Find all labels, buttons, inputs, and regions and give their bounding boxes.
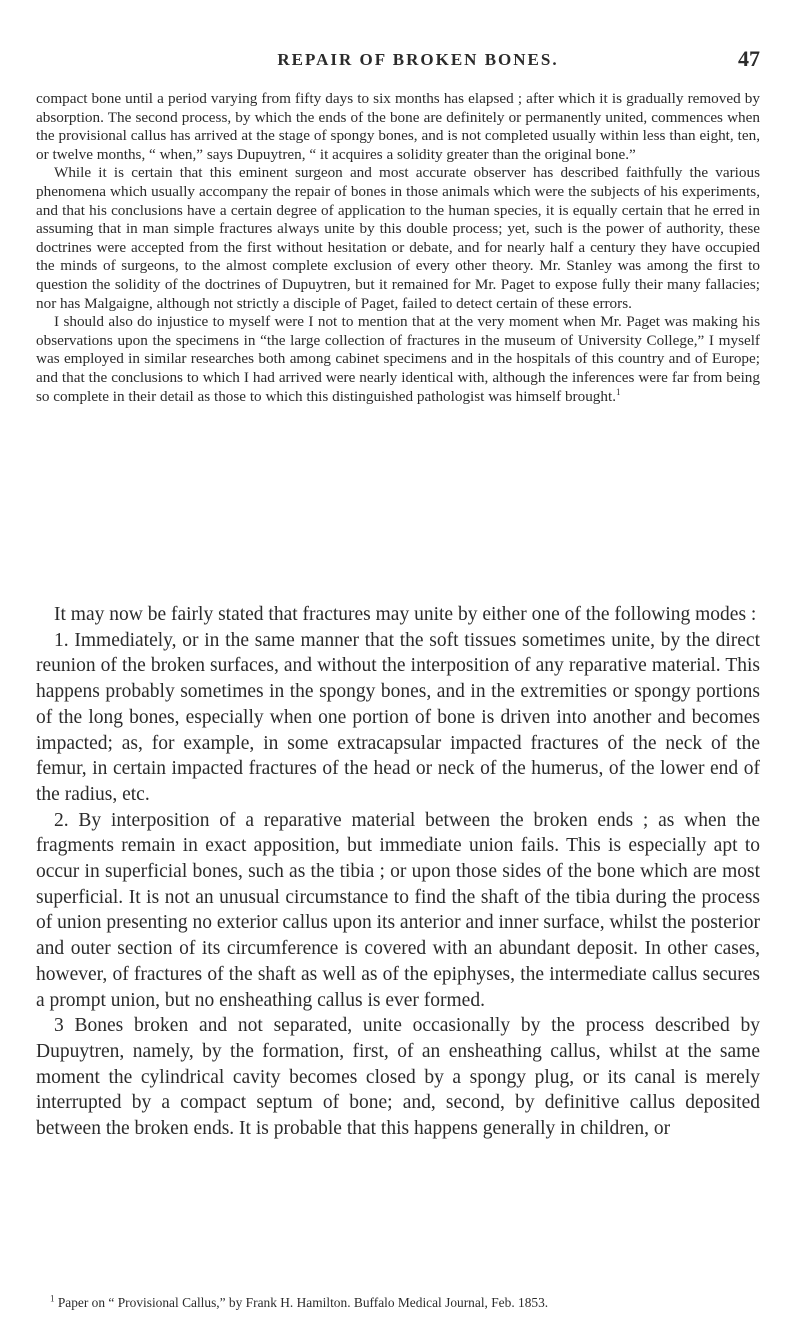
paragraph-dupuytren-critique: While it is certain that this eminent surgeon and most accurate observer has described faithfully the various phenomena which usually accompany the repair of bones in those animals which were the subjects of his experiments, and that his conclusions have a certain degree of application to the human species, it is equally certain that he erred in assuming that in man simple fractures always unite by this double process; yet, such is the power of authority, these doctrines were accepted from the first without hesitation or debate, and for nearly half a century they have occupied the minds of surgeons, to the almost complete exclusion of every other theory. Mr. Stanley was among the first to question the solidity of the doctrines of Dupuytren, but it remained for Mr. Paget to expose fully their many fallacies; nor has Malgaigne, although not strictly a disciple of Paget, failed to detect certain of these errors. [36, 164, 760, 312]
paragraph-continuation: compact bone until a period varying from fifty days to six months has elapsed ; after which it is gradually removed by absorption. The second process, by which the ends of the bone are definitely or permanently united, commences when the provisional callus has arrived at the stage of spongy bones, and is not completed usually within less than eight, ten, or twelve months, “ when,” says Dupuytren, “ it acquires a solidity greater than the original bone.” [36, 90, 760, 163]
mode-item-1: 1. Immediately, or in the same manner that the soft tissues sometimes unite, by the direct reunion of the broken surfaces, and without the interposition of any reparative material. This happens probably sometimes in the spongy bones, and in the extremities or spongy portions of the long bones, especially when one portion of bone is driven into another and becomes impacted; as, for example, in some extracapsular impacted fractures of the neck of the femur, in certain impacted fractures of the head or neck of the humerus, of the lower end of the radius, etc. [36, 629, 760, 805]
continued-text-block [36, 90, 760, 406]
modes-intro: It may now be fairly stated that fractures may unite by either one of the following modes : [54, 604, 757, 625]
modes-of-union-section [36, 602, 760, 1142]
footnote-reference: 1 [616, 386, 621, 397]
paragraph-author-researches [36, 313, 760, 406]
running-head [36, 46, 760, 74]
running-title: REPAIR OF BROKEN BONES. [277, 50, 559, 69]
mode-item-3: 3 Bones broken and not separated, unite occasionally by the process described by Dupuytren, namely, by the formation, first, of an ensheathing callus, whilst at the same moment the cylindrical cavity becomes closed by a spongy plug, or its canal is merely interrupted by a compact septum of bone; and, second, by definitive callus deposited between the broken ends. It is probable that this happens generally in children, or [36, 1015, 760, 1140]
page-number: 47 [738, 46, 760, 71]
paragraph-author-researches-text: I should also do injustice to myself were I not to mention that at the very moment when Mr. Paget was making his observations upon the specimens in “the large collection of fractures in the museum of University College,” I myself was employed in similar researches both among cabinet specimens and in the hospitals of this country and of Europe; and that the conclusions to which I had arrived were nearly identical with, although the inferences were far from being so complete in their detail as those to which this distinguished pathologist was himself brought. [36, 313, 760, 405]
mode-item-2: 2. By interposition of a reparative material between the broken ends ; as when the fragments remain in exact apposition, but immediate union fails. This is especially apt to occur in superficial bones, such as the tibia ; or upon those sides of the bone which are most superficial. It is not an unusual circumstance to find the shaft of the tibia during the process of union presenting no exterior callus upon its anterior and inner surface, whilst the posterior and outer section of its circumference is covered with an abundant deposit. In other cases, however, of fractures of the shaft as well as of the epiphyses, the intermediate callus secures a prompt union, but no ensheathing callus is ever formed. [36, 809, 761, 1011]
footnote-marker: 1 [50, 1293, 55, 1304]
footnote-text [36, 1295, 760, 1311]
footnote-body: Paper on “ Provisional Callus,” by Frank H. Hamilton. Buffalo Medical Journal, Feb. 1853. [54, 1295, 549, 1310]
book-page [36, 0, 760, 1332]
footnote [36, 1295, 760, 1311]
